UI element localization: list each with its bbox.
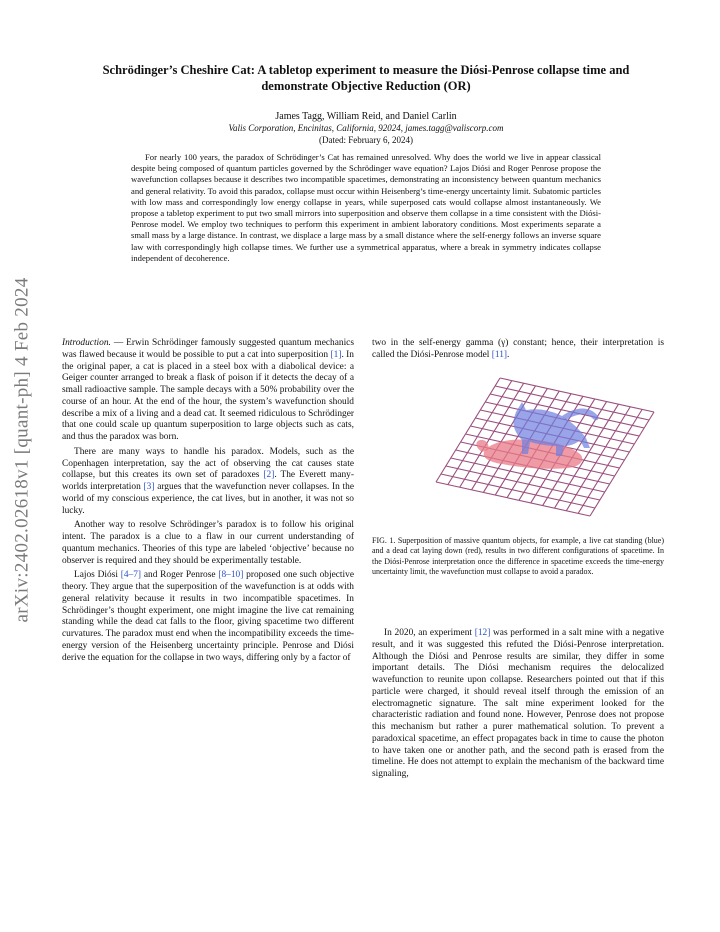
paragraph: In 2020, an experiment [12] was performed in a salt mine with a negative result, and it was suggested this refuted the Diósi-Penrose interpretation. Although the Diósi and Penrose results are similar, they differ in some important details. The Diósi mechanism requires the delocalized wavefunction to reunite upon collapse. Researchers pointed out that if this particle were charged, it should reveal itself through the emission of an electromagnetic signature. The salt mine experiment looked for the characteristic radiation and found none. However, Penrose does not propose this mechanism but rather a purer mathematical solution. To prevent a paradoxical spacetime, an effect propagates back in time to cause the photon to have taken one or another path, and the second path is erased from the timeline. He does not attempt to explain the mechanism of the backward time signaling, (372, 628, 664, 779)
section-lead: Introduction. (62, 338, 111, 348)
arxiv-id: arXiv:2402.02618v1 [quant-ph] 4 Feb 2024 (11, 277, 33, 623)
dated: (Dated: February 6, 2024) (319, 135, 413, 145)
citation-link[interactable]: [1] (330, 349, 342, 360)
citation-link[interactable]: [12] (474, 628, 491, 638)
left-column (62, 338, 354, 664)
citation-link[interactable]: [4–7] (120, 570, 142, 581)
citation-link[interactable]: [3] (143, 482, 155, 492)
figure-caption: FIG. 1. Superposition of massive quantum objects, for example, a live cat standing (blue) and a dead cat laying down (red), results in two different configurations of spacetime. In the Diósi-Penrose interpretation once the difference in spacetime exceeds the time-energy uncertainty limit, the wavefunction must collapse to avoid a paradox. (372, 536, 664, 576)
arxiv-stamp (10, 215, 34, 685)
citation-link[interactable]: [11] (491, 349, 508, 360)
citation-link[interactable]: [8–10] (218, 570, 244, 581)
figure-spacetime-grid (430, 372, 660, 520)
paragraph: There are many ways to handle his paradox. Models, such as the Copenhagen interpretation, say the act of observing the cat causes state collapse, but this creates its own set of paradoxes [2]. The Everett many-worlds interpretation [3] argues that the wavefunction never collapses. In the world of my conscious experience, the cat lives, but in another, it was not so lucky. (62, 446, 354, 516)
paragraph: Lajos Diósi [4–7] and Roger Penrose [8–10] proposed one such objective theory. They argue that the superposition of the wavefunction is at odds with general relativity because it results in two incompatible spacetimes. In Schrödinger’s thought experiment, one might imagine the live cat remaining standing while the dead cat falls to the floor, giving spacetime two different curvatures. The paradox must end when the incompatibility exceeds the time-energy version of the Heisenberg uncertainty principle. Penrose and Diósi derive the equation for the collapse in two ways, differing only by a factor of (62, 570, 354, 663)
live-cat-tail-shape (562, 409, 599, 421)
affiliation: Valis Corporation, Encinitas, California, 92024, james.tagg@valiscorp.com (228, 123, 504, 133)
intro-paragraph: Introduction. — Erwin Schrödinger famously suggested quantum mechanics was flawed because it would be possible to put a cat into superposition [1]. In the original paper, a cat is placed in a steel box with a diabolical device: a Geiger counter arranged to break a flask of poison if it detects the decay of a small radioactive sample. The sample decays with a 50% probability over the course of an hour. At the end of the hour, the system’s wavefunction should describe a mix of a living and a dead cat. It seemed ridiculous to Schrödinger that one could scale up quantum superposition to large objects such as cats, and thus the paradox was born. (62, 338, 354, 442)
paragraph: two in the self-energy gamma (γ) constant; hence, their interpretation is called the Diósi-Penrose model [11]. (372, 338, 664, 360)
paper-title: Schrödinger’s Cheshire Cat: A tabletop experiment to measure the Diósi-Penrose collapse time and demonstrate Objective Reduction (OR) (102, 63, 630, 93)
authors: James Tagg, William Reid, and Daniel Carlin (275, 111, 457, 122)
right-column-bottom (372, 628, 664, 781)
dead-cat-head-shape (476, 440, 488, 452)
paragraph: Another way to resolve Schrödinger’s paradox is to follow his original intent. The paradox is a clue to a flaw in our current understanding of quantum mechanics. Theories of this type are labeled ‘objective’ because no observer is required and they should be experimentally testable. (62, 520, 354, 566)
abstract: For nearly 100 years, the paradox of Schrödinger’s Cat has remained unresolved. Why does the world we live in appear classical despite being composed of quantum particles governed by the Schrödinger wave equation? Lajos Diósi and Roger Penrose propose the wavefunction collapses because it describes two incompatible spacetimes, demonstrating an inconsistency between quantum mechanics and general relativity. To avoid this paradox, collapse must occur within Heisenberg’s time-energy uncertainty limit. Subatomic particles with low mass and correspondingly low energy collapse in years, while superposed cats would collapse almost instantaneously. We propose a tabletop experiment to put two small mirrors into superposition and observe them collapse in a time consistent with the Diósi-Penrose model. We employ two techniques to perform this experiment in ambient laboratory conditions. Most experiments separate a small mass by a large distance. In contrast, we displace a large mass by a small distance where the self-energy follows an inverse square law with correspondingly high collapse times. We further use a symmetrical apparatus, where a break in symmetry indicates collapse independent of decoherence. (131, 152, 601, 263)
right-column-top (372, 338, 664, 362)
citation-link[interactable]: [2] (263, 470, 275, 481)
